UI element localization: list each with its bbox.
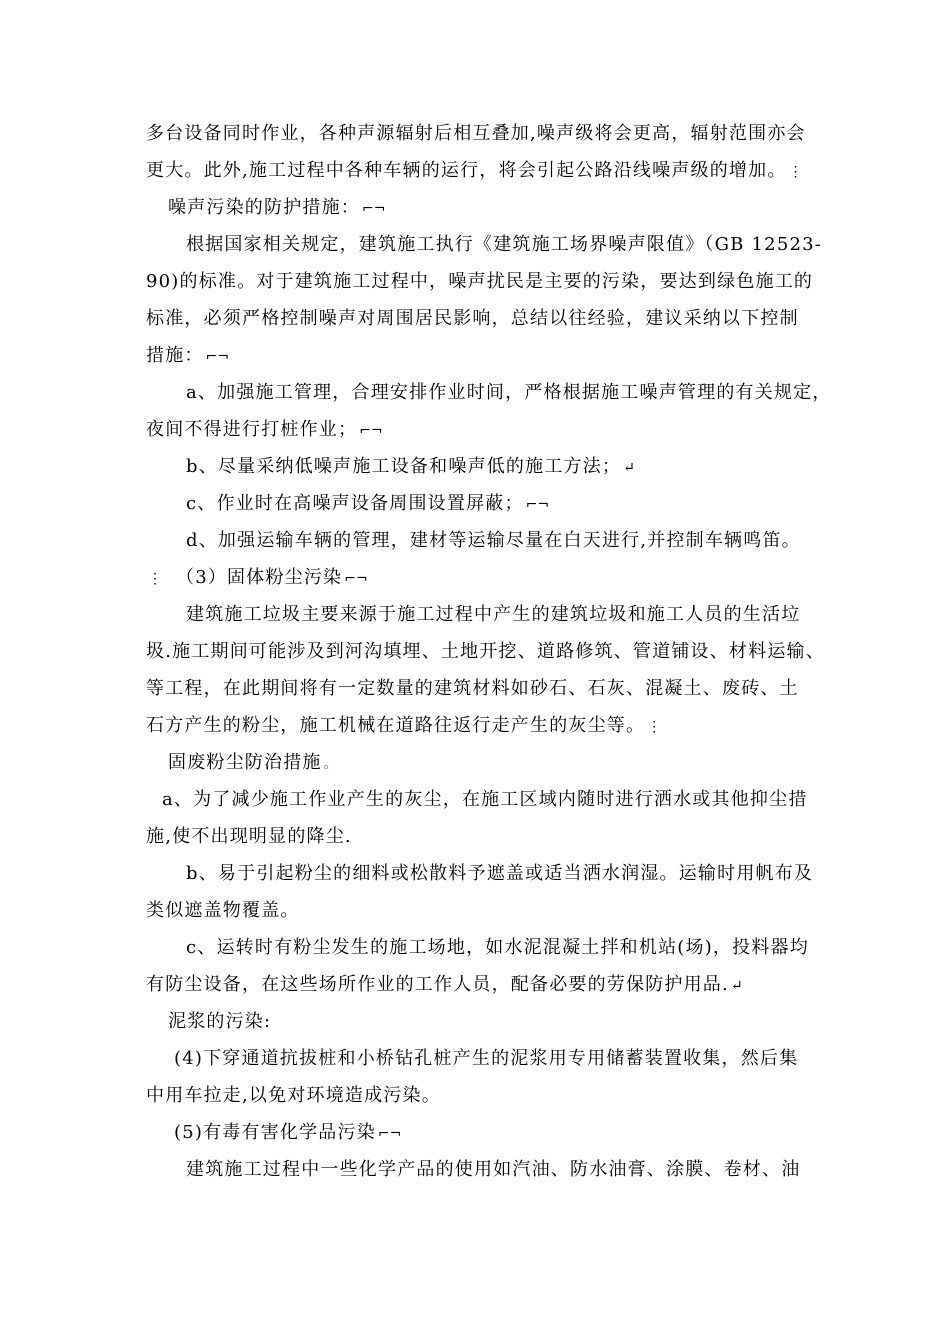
paragraph-line: [0, 122, 950, 146]
list-item-b: [0, 455, 950, 480]
line-text: 石方产生的粉尘，施工机械在道路往返行走产生的灰尘等。: [146, 715, 646, 736]
list-item-d: [0, 529, 950, 553]
line-text: 圾.施工期间可能涉及到河沟填埋、土地开挖、道路修筑、管道铺设、材料运输、: [146, 641, 825, 662]
line-text: 建筑施工垃圾主要来源于施工过程中产生的建筑垃圾和施工人员的生活垃: [186, 604, 801, 625]
paragraph-line: [0, 1084, 950, 1108]
list-item-c: [0, 936, 950, 960]
line-text: 等工程，在此期间将有一定数量的建筑材料如砂石、石灰、混凝土、废砖、土: [146, 678, 799, 699]
return-mark: ↵: [730, 978, 743, 994]
list-item-a: [0, 788, 950, 812]
paragraph-mark: ⌐¬: [344, 571, 368, 587]
paragraph-line: [0, 307, 950, 331]
paragraph-line: [0, 233, 950, 257]
line-text: （3）固体粉尘污染: [176, 567, 343, 588]
line-text: 固废粉尘防治措施: [168, 752, 322, 773]
line-text: 夜间不得进行打桩作业；: [146, 419, 358, 440]
section-heading: [0, 751, 950, 776]
paragraph-line: [0, 714, 950, 739]
vertical-ellipsis-mark: ⋮: [788, 164, 803, 180]
line-text: 中用车拉走,以免对环境造成污染。: [146, 1085, 441, 1106]
paragraph-mark: ⌐¬: [377, 1126, 402, 1142]
line-text: 泥浆的污染:: [168, 1011, 272, 1032]
return-mark: ↵: [623, 460, 635, 476]
list-item-c: [0, 492, 950, 517]
vertical-ellipsis-mark: ⋮: [148, 571, 162, 587]
line-text: 更大。此外,施工过程中各种车辆的运行，将会引起公路沿线噪声级的增加。: [146, 160, 787, 181]
line-text: c、运转时有粉尘发生的施工场地，如水泥混凝土拌和机站(场)，投料器均: [186, 937, 809, 958]
vertical-ellipsis-mark: ⋮: [647, 719, 662, 735]
line-text: 90)的标准。对于建筑施工过程中，噪声扰民是主要的污染，要达到绿色施工的: [146, 271, 814, 292]
paragraph-line: [0, 677, 950, 701]
section-heading: [0, 566, 950, 591]
line-text: c、作业时在高噪声设备周围设置屏蔽；: [186, 493, 524, 514]
line-text: 有防尘设备，在这些场所作业的工作人员，配备必要的劳保防护用品.: [146, 974, 729, 995]
paragraph-line: [0, 344, 950, 369]
line-text: 建筑施工过程中一些化学产品的使用如汽油、防水油膏、涂膜、卷材、油: [186, 1159, 801, 1180]
paragraph-line: [0, 825, 950, 849]
paragraph-mark: ⌐¬: [362, 201, 386, 217]
line-text: a、为了减少施工作业产生的灰尘，在施工区域内随时进行洒水或其他抑尘措: [162, 789, 808, 810]
section-heading: [0, 1121, 950, 1146]
paragraph-mark: ⌐¬: [205, 349, 230, 365]
line-text: d、加强运输车辆的管理，建材等运输尽量在白天进行,并控制车辆鸣笛。: [186, 530, 801, 551]
paragraph-mark: ⌐¬: [525, 497, 550, 513]
paragraph-line: [0, 159, 950, 184]
paragraph-mark: ⌐¬: [359, 423, 383, 439]
section-heading: [0, 1047, 950, 1071]
line-text: 多台设备同时作业，各种声源辐射后相互叠加,噪声级将会更高，辐射范围亦会: [146, 123, 806, 144]
paragraph-line: [0, 899, 950, 923]
list-item-a: [0, 381, 950, 405]
paragraph-line: [0, 418, 950, 443]
section-heading: [0, 196, 950, 221]
paragraph-line: [0, 640, 950, 664]
line-text: 噪声污染的防护措施：: [168, 197, 360, 218]
line-text: 根据国家相关规定，建筑施工执行《建筑施工场界噪声限值》（GB 12523-: [186, 234, 823, 255]
paragraph-line: [0, 973, 950, 998]
paragraph-line: [0, 270, 950, 294]
line-text: b、易于引起粉尘的细料或松散料予遮盖或适当洒水润湿。运输时用帆布及: [186, 863, 814, 884]
line-text: 措施：: [146, 345, 204, 366]
line-text: 标准，必须严格控制噪声对周围居民影响，总结以往经验，建议采纳以下控制: [146, 308, 799, 329]
red-period-mark: 。: [323, 756, 338, 772]
section-heading: [0, 1010, 950, 1034]
line-text: (4)下穿通道抗拔桩和小桥钻孔桩产生的泥浆用专用储蓄装置收集，然后集: [174, 1048, 799, 1069]
line-text: 类似遮盖物覆盖。: [146, 900, 300, 921]
paragraph-line: [0, 603, 950, 627]
list-item-b: [0, 862, 950, 886]
line-text: b、尽量采纳低噪声施工设备和噪声低的施工方法；: [186, 456, 622, 477]
paragraph-line: [0, 1158, 950, 1182]
line-text: (5)有毒有害化学品污染: [174, 1122, 376, 1143]
line-text: a、加强施工管理，合理安排作业时间，严格根据施工噪声管理的有关规定，: [186, 382, 832, 403]
line-text: 施,使不出现明显的降尘.: [146, 826, 352, 847]
